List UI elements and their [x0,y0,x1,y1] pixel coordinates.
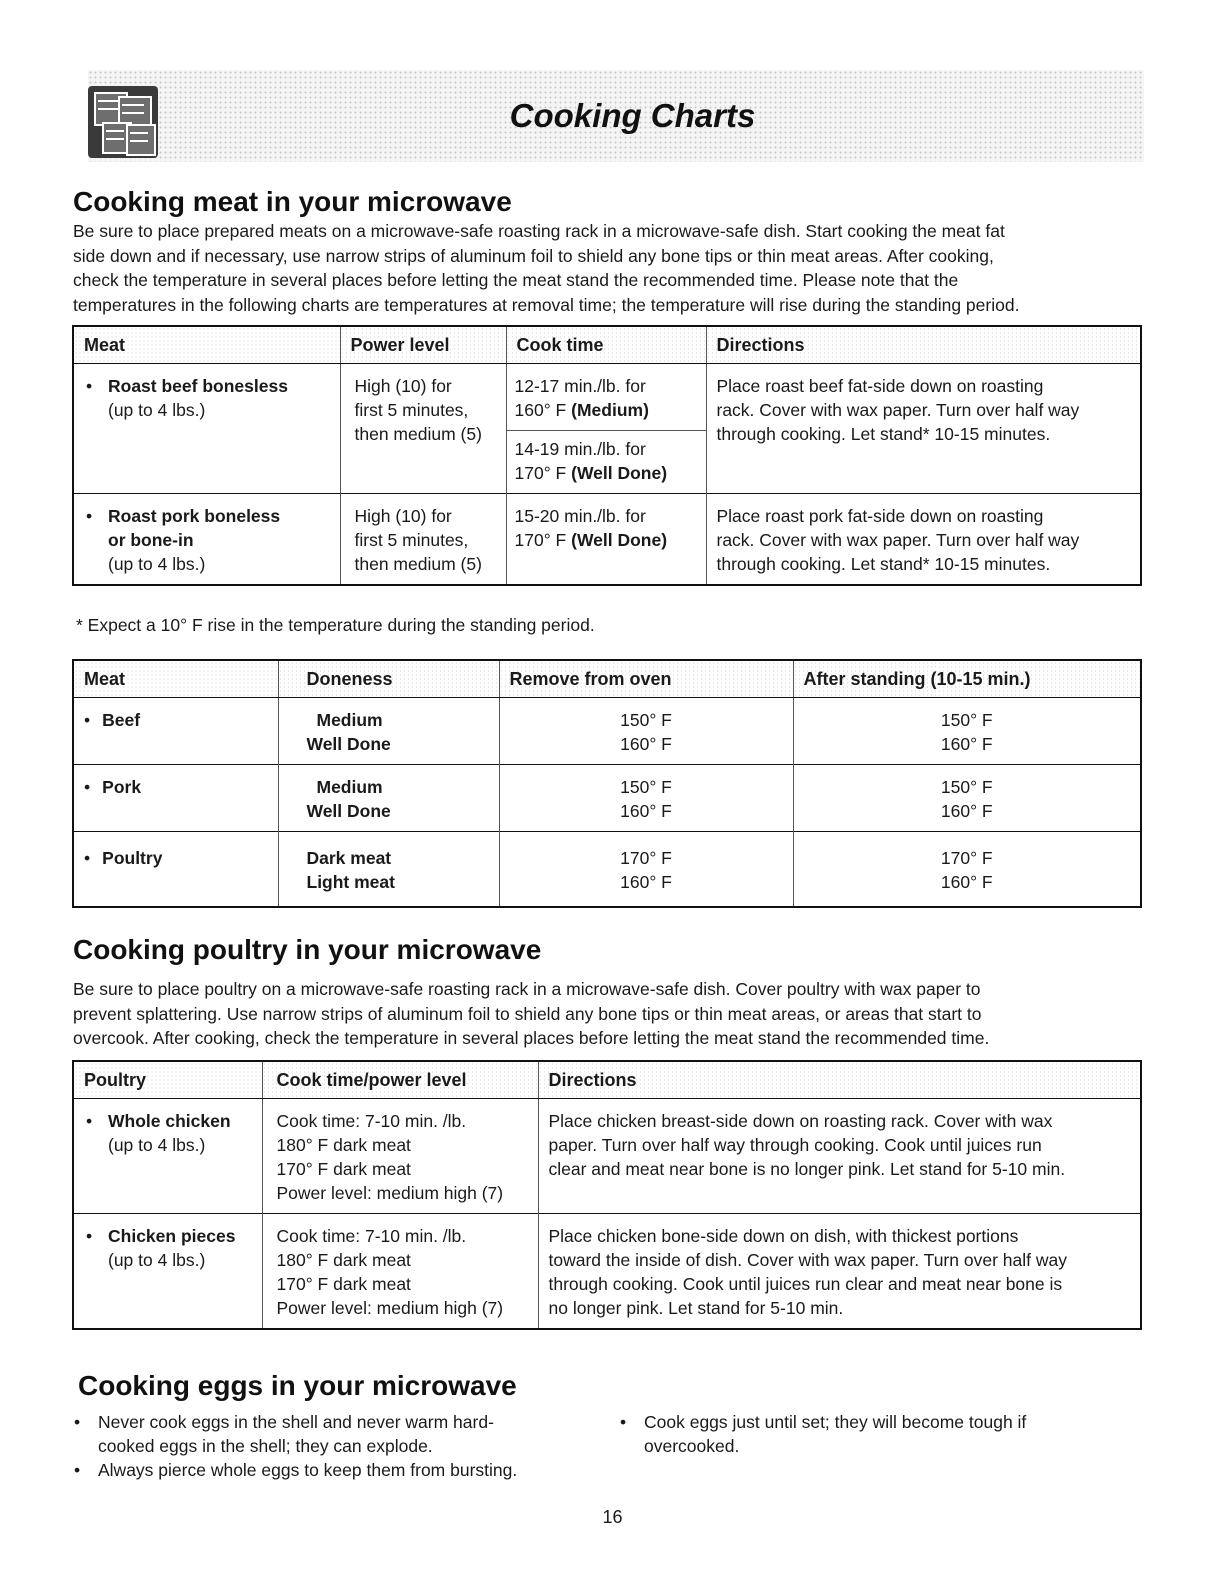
poultry-note: (up to 4 lbs.) [108,1250,206,1270]
cook-rate: 12-17 min./lb. for [514,376,646,396]
col-header-cook-time: Cook time [506,326,706,364]
power-line: then medium (5) [354,424,482,444]
remove-temp-cell [499,832,793,908]
remove-temp: 160° F [620,801,672,821]
cook-line: 170° F dark meat [276,1274,411,1294]
table-row [73,698,1141,765]
directions-line: toward the inside of dish. Cover with wax paper. Turn over half way [548,1250,1067,1270]
cook-line: Power level: medium high (7) [276,1183,504,1203]
cook-line: 180° F dark meat [276,1135,411,1155]
poultry-note: (up to 4 lbs.) [108,1135,206,1155]
power-cell [340,494,506,586]
directions-line: paper. Turn over half way through cooking. Cook until juices run [548,1135,1042,1155]
directions-line: no longer pink. Let stand for 5-10 min. [548,1298,844,1318]
cook-power-cell [262,1214,538,1330]
meat-name: Roast pork boneless [108,506,281,526]
directions-line: Place chicken breast-side down on roasting rack. Cover with wax [548,1111,1053,1131]
doneness-value: Medium [316,710,383,730]
poultry-intro-line: Be sure to place poultry on a microwave-safe roasting rack in a microwave-safe dish. Cover poultry with wax paper to [73,979,981,999]
directions-line: clear and meat near bone is no longer pink. Let stand for 5-10 min. [548,1159,1066,1179]
cook-time-medium [507,374,706,431]
after-standing-cell [793,698,1141,765]
eggs-left-list [74,1410,594,1482]
poultry-intro-line: overcook. After cooking, check the temperature in several places before letting the meat stand the recommended time. [73,1028,990,1048]
table-row [73,832,1141,908]
table-row [73,494,1141,586]
power-line: High (10) for [354,506,452,526]
cook-time-cell [506,364,706,494]
remove-temp: 170° F [620,848,672,868]
remove-temp: 150° F [620,710,672,730]
col-header-directions: Directions [538,1061,1141,1099]
table-row [73,1214,1141,1330]
meat-name: Roast beef bonesless [108,376,288,396]
list-item-line: • Cook eggs just until set; they will become tough if [644,1412,1027,1432]
power-line: High (10) for [354,376,452,396]
after-temp: 160° F [940,801,993,821]
cook-doneness: (Well Done) [571,530,668,550]
power-line: first 5 minutes, [354,400,469,420]
meat-section-title: Cooking meat in your microwave [73,186,512,217]
cook-doneness: (Well Done) [571,463,668,483]
directions-line: Place roast pork fat-side down on roasting [716,506,1044,526]
after-standing-cell [793,832,1141,908]
power-cell [340,364,506,494]
poultry-cooking-table [72,1060,1142,1330]
cook-power-cell [262,1099,538,1214]
directions-cell [706,364,1141,494]
cook-line: 180° F dark meat [276,1250,411,1270]
meat-name: or bone-in [108,530,194,550]
meat-intro [73,219,1019,317]
directions-cell [538,1099,1141,1214]
directions-line: through cooking. Let stand* 10-15 minutes. [716,554,1051,574]
list-item [74,1458,594,1482]
table-row [73,364,1141,494]
poultry-cell: • Whole chicken (up to 4 lbs.) [73,1099,262,1214]
directions-line: through cooking. Let stand* 10-15 minutes. [716,424,1051,444]
cook-temp: 160° F [514,400,567,420]
meat-intro-line: Be sure to place prepared meats on a microwave-safe roasting rack in a microwave-safe dish. Start cooking the meat fat [73,221,1005,241]
directions-cell [538,1214,1141,1330]
col-header-remove-from-oven: Remove from oven [499,660,793,698]
cook-time-well-done [507,431,706,485]
col-header-directions: Directions [706,326,1141,364]
list-item-line: • Always pierce whole eggs to keep them from bursting. [98,1460,518,1480]
cook-line: 170° F dark meat [276,1159,411,1179]
poultry-intro [73,977,989,1051]
meat-cooking-table [72,325,1142,586]
meat-name: Beef [102,710,141,730]
directions-line: rack. Cover with wax paper. Turn over half way [716,400,1080,420]
power-line: then medium (5) [354,554,482,574]
col-header-poultry: Poultry [73,1061,262,1099]
meat-cell: • Beef [84,710,141,730]
poultry-name: Whole chicken [108,1111,231,1131]
meat-name: Pork [102,777,142,797]
col-header-cook-time-power: Cook time/power level [262,1061,538,1099]
doneness-table [72,659,1142,908]
table-row [73,1099,1141,1214]
poultry-intro-line: prevent splattering. Use narrow strips of aluminum foil to shield any bone tips or thin meat areas, or areas that start to [73,1003,982,1024]
meat-name: Poultry [102,848,163,868]
directions-line: through cooking. Cook until juices run clear and meat near bone is [548,1274,1063,1294]
directions-cell [706,494,1141,586]
meat-cell: • Roast beef bonesless (up to 4 lbs.) [73,364,340,494]
meat-cell: • Pork [73,765,278,832]
doneness-value: Light meat [306,872,395,892]
col-header-after-standing: After standing (10-15 min.) [793,660,1141,698]
cook-rate: 15-20 min./lb. for [514,506,646,526]
doneness-value: Medium [316,777,383,797]
cook-line: Cook time: 7-10 min. /lb. [276,1111,467,1131]
directions-line: Place chicken bone-side down on dish, with thickest portions [548,1226,1019,1246]
eggs-section-title: Cooking eggs in your microwave [78,1370,517,1401]
cook-line: Cook time: 7-10 min. /lb. [276,1226,467,1246]
meat-note: (up to 4 lbs.) [108,554,206,574]
meat-cell: • Roast pork boneless or bone-in (up to 4 lbs.) [73,494,340,586]
meat-intro-line: side down and if necessary, use narrow strips of aluminum foil to shield any bone tips or thin meat areas. After cooking, [73,245,994,266]
list-item [620,1410,1120,1458]
remove-temp-cell [499,698,793,765]
doneness-cell [278,765,499,832]
after-standing-cell [793,765,1141,832]
list-item [74,1410,594,1458]
table-header-row [73,660,1141,698]
list-item-line: overcooked. [644,1436,740,1456]
meat-intro-line: check the temperature in several places before letting the meat stand the recommended time. Please note that the [73,270,959,290]
col-header-doneness: Doneness [278,660,499,698]
after-temp: 150° F [940,710,993,730]
after-temp: 160° F [940,872,993,892]
col-header-meat: Meat [73,326,340,364]
cook-doneness: (Medium) [571,400,649,420]
cook-temp: 170° F [514,530,567,550]
list-item-line: cooked eggs in the shell; they can explode. [98,1436,433,1456]
doneness-value: Well Done [306,801,391,821]
poultry-name: Chicken pieces [108,1226,236,1246]
directions-line: Place roast beef fat-side down on roasting [716,376,1044,396]
after-temp: 170° F [940,848,993,868]
remove-temp: 150° F [620,777,672,797]
list-item-line: • Never cook eggs in the shell and never warm hard- [98,1412,494,1432]
cook-time-cell [506,494,706,586]
col-header-power-level: Power level [340,326,506,364]
page-number: 16 [602,1507,623,1527]
meat-intro-line: temperatures in the following charts are temperatures at removal time; the temperature will rise during the standing period. [73,294,1020,315]
doneness-value: Dark meat [306,848,392,868]
cook-rate: 14-19 min./lb. for [514,439,646,459]
doneness-cell [278,832,499,908]
remove-temp: 160° F [620,734,672,754]
poultry-cell: • Chicken pieces (up to 4 lbs.) [73,1214,262,1330]
poultry-section-title: Cooking poultry in your microwave [73,934,542,965]
after-temp: 150° F [940,777,993,797]
table-row [73,765,1141,832]
after-temp: 160° F [940,734,993,754]
doneness-cell [278,698,499,765]
col-header-meat: Meat [73,660,278,698]
power-line: first 5 minutes, [354,530,469,550]
remove-temp: 160° F [620,872,672,892]
directions-line: rack. Cover with wax paper. Turn over half way [716,530,1080,550]
cook-temp: 170° F [514,463,567,483]
cook-line: Power level: medium high (7) [276,1298,504,1318]
table-header-row [73,1061,1141,1099]
footnote: * Expect a 10° F rise in the temperature during the standing period. [76,615,595,635]
meat-note: (up to 4 lbs.) [108,400,206,420]
table-header-row [73,326,1141,364]
doneness-value: Well Done [306,734,391,754]
eggs-right-list [620,1410,1120,1458]
page-title: Cooking Charts [509,97,756,134]
remove-temp-cell [499,765,793,832]
meat-cell: • Poultry [73,832,278,908]
